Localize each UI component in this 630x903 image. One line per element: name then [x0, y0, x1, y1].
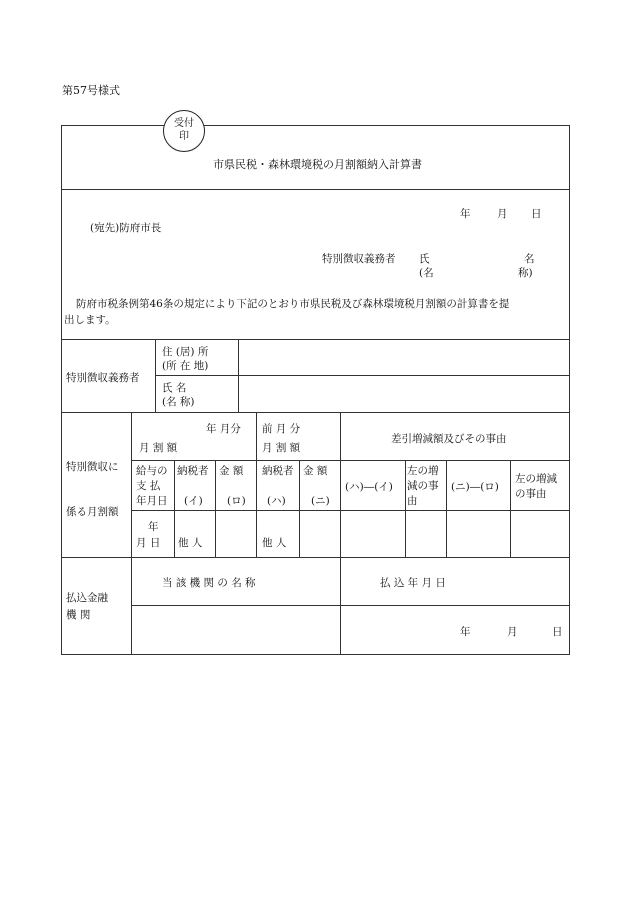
- row-year-label: 年: [148, 521, 159, 533]
- reason-2-header-1: 左の増減: [515, 473, 557, 485]
- mark-ni: (ニ): [311, 495, 330, 507]
- address-label: 住 (居) 所: [162, 346, 209, 358]
- taxpayers-a-header: 納税者: [177, 465, 209, 477]
- prev-period-header: 前 月 分: [262, 423, 301, 435]
- payment-section-label-1: 払込金融: [66, 592, 108, 604]
- prev-amount-header: 月 割 額: [262, 442, 301, 454]
- mark-ro: (ロ): [227, 495, 246, 507]
- date-month: 月: [497, 208, 508, 220]
- current-period-header: 年 月分: [206, 423, 241, 435]
- location-label: (所 在 地): [162, 360, 209, 372]
- reason-1-header-2: 減の事: [407, 480, 439, 492]
- amount-a-header: 金 額: [219, 465, 244, 477]
- institution-name-field[interactable]: [133, 607, 339, 653]
- corp-name-label-right: 称): [518, 267, 533, 279]
- reason-1-header-1: 左の増: [407, 465, 439, 477]
- statement-line-1: 防府市税条例第46条の規定により下記のとおり市県民税及び森林環境税月割額の計算書を提: [76, 298, 510, 310]
- date-year: 年: [460, 208, 471, 220]
- date-day: 日: [531, 208, 542, 220]
- form-number: 第57号様式: [62, 84, 120, 97]
- stamp-mark: 印: [179, 131, 189, 142]
- name-label-left: 氏: [419, 253, 430, 265]
- diff-1-header: (ハ)―(イ): [345, 481, 393, 493]
- diff-header: 差引増減額及びその事由: [391, 433, 507, 445]
- obligor-label: 特別徴収義務者: [322, 253, 396, 265]
- address-field[interactable]: [240, 341, 568, 374]
- row-monthday-label: 月 日: [136, 537, 161, 549]
- obligor-section-label: 特別徴収義務者: [66, 372, 140, 384]
- form-title: 市県民税・森林環境税の月割額納入計算書: [213, 158, 422, 171]
- mark-i: (イ): [184, 495, 203, 507]
- corp-name-label-left: (名: [419, 267, 434, 279]
- payment-date-header: 払 込 年 月 日: [380, 577, 446, 589]
- others-label-c: 他 人: [262, 537, 287, 549]
- monthly-section-label-1: 特別徴収に: [66, 461, 119, 473]
- taxpayers-c-header: 納税者: [262, 465, 294, 477]
- amount-c-header: 金 額: [303, 465, 328, 477]
- obligor-name-label: 氏 名: [162, 382, 187, 394]
- statement-line-2: 出します。: [64, 314, 116, 326]
- addressee: (宛先)防府市長: [90, 222, 162, 234]
- monthly-section-label-2: 係る月割額: [66, 506, 119, 518]
- mark-ha: (ハ): [267, 495, 286, 507]
- payday-header-3: 年月日: [136, 495, 168, 507]
- others-label-a: 他 人: [178, 537, 203, 549]
- current-amount-header: 月 割 額: [139, 442, 178, 454]
- reason-2-header-2: の事由: [515, 488, 547, 500]
- payment-date-month: 月: [507, 626, 518, 638]
- receipt-stamp: [163, 110, 205, 152]
- institution-name-header: 当 該 機 関 の 名 称: [162, 577, 256, 589]
- payment-date-year: 年: [460, 626, 471, 638]
- name-field[interactable]: [240, 377, 568, 411]
- obligor-corp-name-label: (名 称): [162, 396, 195, 408]
- name-label-right: 名: [524, 253, 535, 265]
- stamp-label: 受付: [174, 118, 194, 129]
- diff-2-header: (ニ)―(ロ): [451, 481, 499, 493]
- payment-section-label-2: 機 関: [66, 609, 91, 621]
- payday-header-1: 給与の: [136, 465, 168, 477]
- payment-date-day: 日: [552, 626, 563, 638]
- reason-1-header-3: 由: [407, 495, 418, 507]
- payday-header-2: 支 払: [136, 480, 161, 492]
